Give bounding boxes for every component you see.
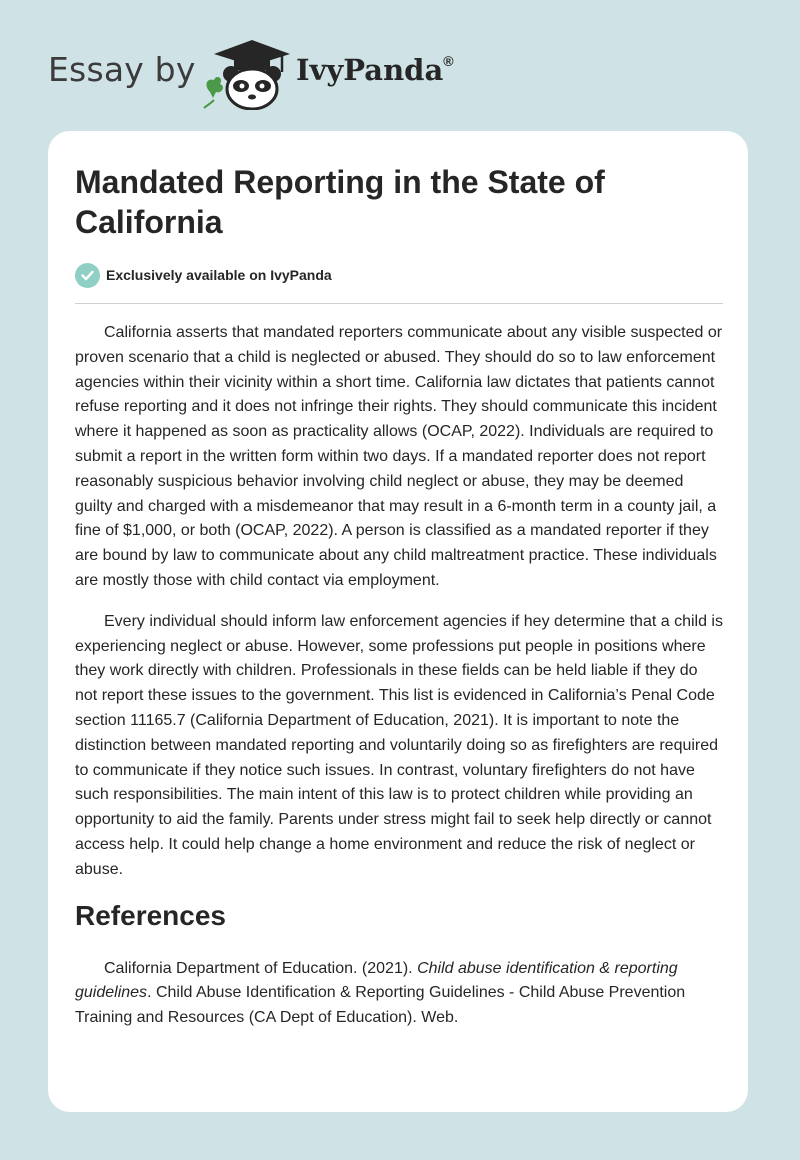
page-title: Mandated Reporting in the State of California [75, 164, 605, 240]
essay-body [75, 321, 723, 1047]
badge-label: Exclusively available on IvyPanda [106, 267, 332, 283]
site-header [0, 0, 800, 130]
reference-entry: California Department of Education. (2021). Child abuse identification & reporting guidelines. Child Abuse Identification & Reporting Guidelines - Child Abuse Prevention Training and Resources (CA Dept of Education). Web. [75, 959, 686, 1027]
brand-name[interactable]: IvyPanda® [296, 53, 454, 87]
checkmark-icon [75, 263, 100, 288]
essay-by-label: Essay by [48, 50, 196, 89]
panda-logo-icon[interactable] [200, 34, 292, 110]
paragraph: Every individual should inform law enforcement agencies if hey determine that a child is experiencing neglect or abuse. However, some professions put people in positions where they work directly with children. Professionals in these fields can be held liable if they do not report these issues to the government. This list is evidenced in California’s Penal Code section 11165.7 (California Department of Education, 2021). It is important to note the distinction between mandated reporting and voluntarily doing so as firefighters are required to communicate if they notice such issues. In contrast, voluntary firefighters do not have such responsibilities. The main intent of this law is to protect children while providing an opportunity to aid the family. Parents under stress might fail to seek help directly or cannot access help. It could help change a home environment and reduce the risk of neglect or abuse. [75, 612, 723, 878]
divider [75, 303, 723, 304]
exclusive-badge [75, 262, 332, 288]
essay-card [48, 131, 748, 1112]
paragraph: California asserts that mandated reporters communicate about any visible suspected or proven scenario that a child is neglected or abused. They should do so to law enforcement agencies within their vicinity within a short time. California law dictates that patients cannot refuse reporting and it does not infringe their rights. They should communicate this incident where it happened as soon as practicality allows (OCAP, 2022). Individuals are required to submit a report in the written form within two days. If a mandated reporter does not report reasonably suspicious behavior involving child neglect or abuse, they may be deemed guilty and charged with a misdemeanor that may result in a 6-month term in a county jail, a fine of $1,000, or both (OCAP, 2022). A person is classified as a mandated reporter if they are bound by law to communicate about any child maltreatment practice. These individuals are mostly those with child contact via employment. [75, 324, 723, 589]
references-heading: References [75, 899, 226, 931]
